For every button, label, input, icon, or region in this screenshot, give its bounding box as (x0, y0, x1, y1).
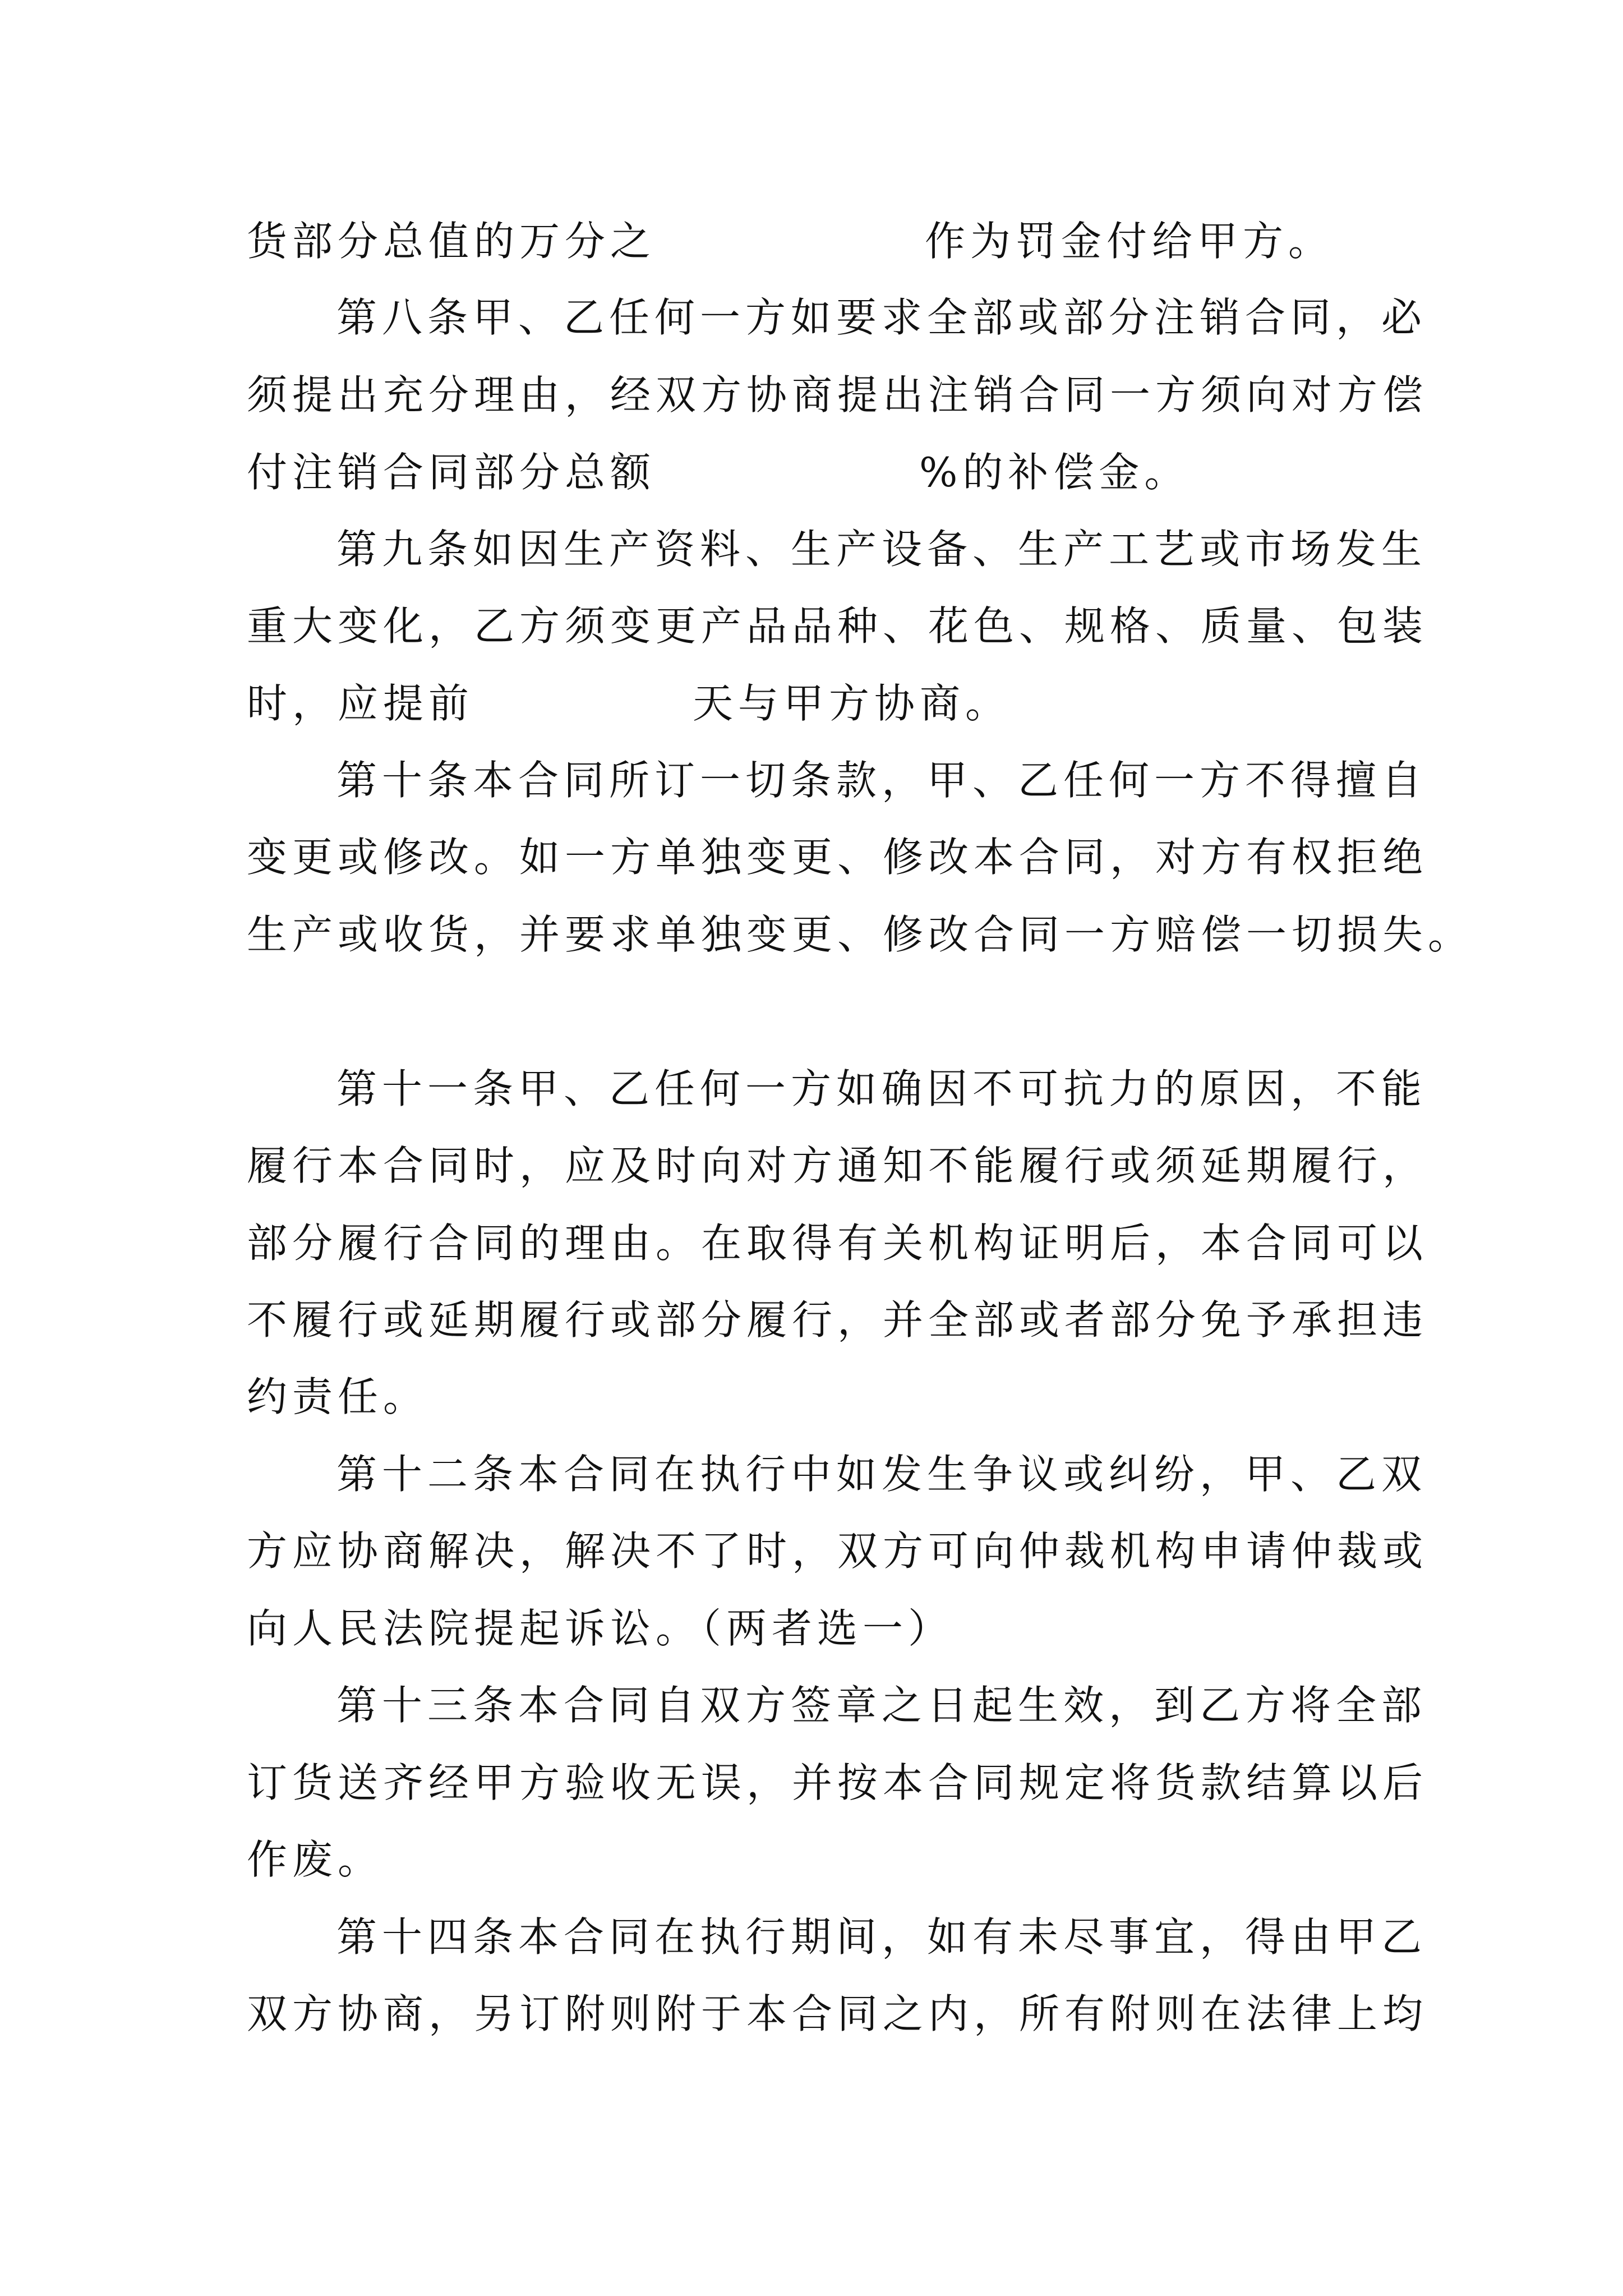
text-line: 双方协商，另订附则附于本合同之内，所有附则在法律上均 (247, 1990, 1428, 2037)
clause-10-start: 第十条本合同所订一切条款，甲、乙任何一方不得擅自 (336, 757, 1427, 804)
text-line: 履行本合同时，应及时向对方通知不能履行或须延期履行， (247, 1142, 1428, 1189)
text-line: 向人民法院提起诉讼。（两者选一） (247, 1605, 954, 1652)
clause-13-start: 第十三条本合同自双方签章之日起生效，到乙方将全部 (336, 1682, 1427, 1729)
text-line: 须提出充分理由，经双方协商提出注销合同一方须向对方偿 (247, 371, 1428, 418)
text-line: 方应协商解决，解决不了时，双方可向仲裁机构申请仲裁或 (247, 1527, 1428, 1575)
text-line: 重大变化，乙方须变更产品品种、花色、规格、质量、包装 (247, 602, 1428, 650)
clause-9-start: 第九条如因生产资料、生产设备、生产工艺或市场发生 (336, 526, 1427, 573)
text-segment: %的补偿金。 (919, 449, 1190, 496)
text-segment: 货部分总值的万分之 (247, 218, 656, 265)
clause-14-start: 第十四条本合同在执行期间，如有未尽事宜，得由甲乙 (336, 1913, 1427, 1961)
text-line (247, 445, 1391, 499)
text-line: 订货送齐经甲方验收无误，并按本合同规定将货款结算以后 (247, 1759, 1428, 1806)
text-segment: 作为罚金付给甲方。 (925, 218, 1334, 265)
text-line: 作废。 (247, 1836, 384, 1883)
text-line: 变更或修改。如一方单独变更、修改本合同，对方有权拒绝 (247, 834, 1428, 881)
text-line: 生产或收货，并要求单独变更、修改合同一方赔偿一切损失。 (247, 911, 1474, 958)
clause-11-start: 第十一条甲、乙任何一方如确因不可抗力的原因，不能 (336, 1065, 1427, 1112)
text-line (247, 214, 1391, 268)
text-segment: 付注销合同部分总额 (247, 449, 656, 496)
text-line: 部分履行合同的理由。在取得有关机构证明后，本合同可以 (247, 1220, 1428, 1267)
text-line: 不履行或延期履行或部分履行，并全部或者部分免予承担违 (247, 1296, 1428, 1343)
text-segment: 时，应提前 (247, 680, 474, 727)
clause-12-start: 第十二条本合同在执行中如发生争议或纠纷，甲、乙双 (336, 1451, 1427, 1498)
text-segment: 天与甲方协商。 (693, 680, 1011, 727)
text-line (247, 677, 1391, 730)
clause-8-start: 第八条甲、乙任何一方如要求全部或部分注销合同，必 (336, 294, 1427, 341)
text-line: 约责任。 (247, 1373, 429, 1420)
